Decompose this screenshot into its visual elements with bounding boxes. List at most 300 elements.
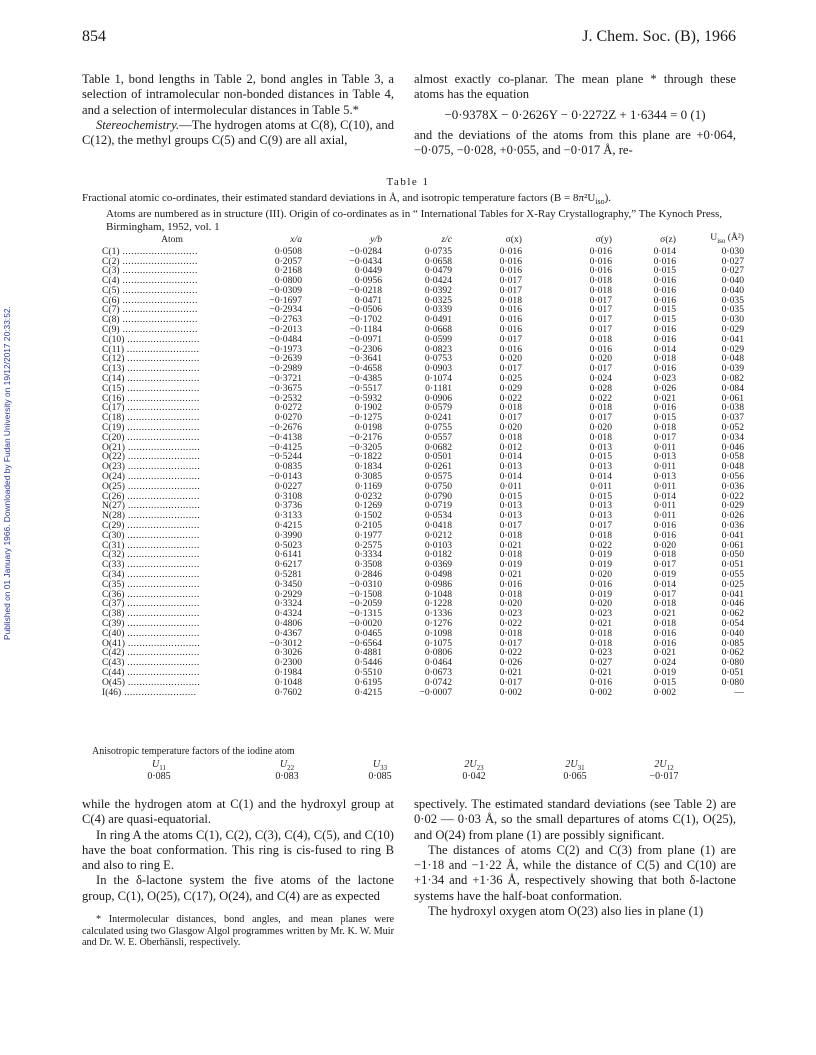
cell-sigma-y: 0·021 bbox=[589, 617, 612, 629]
leader-dots: ......................... bbox=[124, 520, 200, 532]
cell-uiso: 0·025 bbox=[721, 578, 744, 590]
cell-sigma-y: 0·017 bbox=[589, 363, 612, 375]
cell-sigma-z: 0·016 bbox=[653, 333, 676, 345]
cell-y: −0·1822 bbox=[349, 451, 382, 463]
cell-sigma-y: 0·013 bbox=[589, 510, 612, 522]
cell-sigma-y: 0·017 bbox=[589, 314, 612, 326]
cell-atom: O(21) ......................... bbox=[102, 441, 201, 453]
cell-sigma-x: 0·013 bbox=[499, 510, 522, 522]
cell-y: −0·0971 bbox=[349, 333, 382, 345]
cell-x: 0·1048 bbox=[274, 676, 302, 688]
cell-uiso: 0·040 bbox=[721, 627, 744, 639]
cell-y: 0·2105 bbox=[354, 520, 382, 532]
col-header-x: x/a bbox=[290, 233, 302, 245]
col-header-sigma-y: σ(y) bbox=[595, 233, 612, 245]
leader-dots: ......................... bbox=[124, 608, 200, 620]
cell-sigma-x: 0·021 bbox=[499, 666, 522, 678]
cell-sigma-y: 0·020 bbox=[589, 353, 612, 365]
leader-dots: ......................... bbox=[124, 627, 200, 639]
cell-uiso: 0·084 bbox=[721, 382, 744, 394]
cell-sigma-y: 0·017 bbox=[589, 294, 612, 306]
cell-x: 0·3450 bbox=[274, 578, 302, 590]
cell-atom: O(25) ......................... bbox=[102, 480, 201, 492]
cell-z: 0·0579 bbox=[424, 402, 452, 414]
cell-sigma-z: 0·015 bbox=[653, 265, 676, 277]
cell-sigma-x: 0·026 bbox=[499, 657, 522, 669]
cell-sigma-x: 0·014 bbox=[499, 471, 522, 483]
cell-x: 0·5023 bbox=[274, 539, 302, 551]
cell-uiso: 0·029 bbox=[721, 343, 744, 355]
cell-x: 0·0270 bbox=[274, 412, 302, 424]
cell-uiso: 0·034 bbox=[721, 431, 744, 443]
cell-sigma-y: 0·018 bbox=[589, 637, 612, 649]
cell-sigma-z: 0·011 bbox=[653, 461, 676, 473]
cell-x: −0·0143 bbox=[269, 471, 302, 483]
cell-sigma-y: 0·013 bbox=[589, 461, 612, 473]
leader-dots: ......................... bbox=[124, 422, 200, 434]
cell-x: −0·3012 bbox=[269, 637, 302, 649]
cell-z: 0·1228 bbox=[424, 598, 452, 610]
cell-y: −0·2176 bbox=[349, 431, 382, 443]
cell-x: −0·4125 bbox=[269, 441, 302, 453]
cell-sigma-z: 0·016 bbox=[653, 637, 676, 649]
cell-y: 0·0471 bbox=[354, 294, 382, 306]
cell-atom: C(16) ......................... bbox=[102, 392, 200, 404]
cell-sigma-y: 0·018 bbox=[589, 627, 612, 639]
cell-uiso: 0·038 bbox=[721, 402, 744, 414]
leader-dots: ......................... bbox=[124, 637, 201, 649]
cell-uiso: — bbox=[734, 686, 744, 698]
cell-sigma-y: 0·020 bbox=[589, 598, 612, 610]
leader-dots: ......................... bbox=[124, 539, 200, 551]
cell-sigma-x: 0·017 bbox=[499, 333, 522, 345]
cell-sigma-z: 0·016 bbox=[653, 529, 676, 541]
cell-y: 0·2575 bbox=[354, 539, 382, 551]
leader-dots: ......................... bbox=[124, 666, 200, 678]
cell-sigma-x: 0·016 bbox=[499, 324, 522, 336]
cell-sigma-x: 0·013 bbox=[499, 500, 522, 512]
cell-z: 0·0673 bbox=[424, 666, 452, 678]
cell-y: 0·1502 bbox=[354, 510, 382, 522]
cell-z: 0·0599 bbox=[424, 333, 452, 345]
cell-sigma-z: 0·015 bbox=[653, 314, 676, 326]
cell-z: 0·0682 bbox=[424, 441, 452, 453]
cell-z: 0·0557 bbox=[424, 431, 452, 443]
cell-y: −0·0020 bbox=[349, 617, 382, 629]
cell-z: 0·0668 bbox=[424, 324, 452, 336]
cell-sigma-y: 0·018 bbox=[589, 275, 612, 287]
cell-uiso: 0·041 bbox=[721, 529, 744, 541]
cell-uiso: 0·022 bbox=[721, 490, 744, 502]
cell-y: −0·1184 bbox=[349, 324, 382, 336]
cell-sigma-z: 0·011 bbox=[653, 441, 676, 453]
cell-z: 0·1098 bbox=[424, 627, 452, 639]
cell-sigma-x: 0·029 bbox=[499, 382, 522, 394]
aniso-header-cell: $2U_{12}$ bbox=[654, 759, 674, 772]
cell-x: −0·3721 bbox=[269, 373, 302, 385]
aniso-value-cell: 0·042 bbox=[462, 771, 486, 782]
leader-dots: .......................... bbox=[119, 284, 198, 296]
leader-dots: .......................... bbox=[119, 314, 198, 326]
cell-uiso: 0·029 bbox=[721, 500, 744, 512]
cell-atom: C(42) ......................... bbox=[102, 647, 200, 659]
cell-uiso: 0·055 bbox=[721, 569, 744, 580]
cell-sigma-z: 0·026 bbox=[653, 382, 676, 394]
cell-uiso: 0·061 bbox=[721, 392, 744, 404]
cell-uiso: 0·051 bbox=[721, 559, 744, 571]
leader-dots: ......................... bbox=[124, 343, 200, 355]
cell-uiso: 0·027 bbox=[721, 265, 744, 277]
cell-sigma-y: 0·016 bbox=[589, 265, 612, 277]
cell-sigma-y: 0·023 bbox=[589, 608, 612, 620]
cell-z: 0·1048 bbox=[424, 588, 452, 600]
cell-z: 0·0392 bbox=[424, 284, 452, 296]
cell-atom: C(37) ......................... bbox=[102, 598, 200, 610]
cell-z: 0·0755 bbox=[424, 422, 452, 434]
aniso-value-cell: 0·085 bbox=[368, 771, 392, 782]
cell-z: 0·0339 bbox=[424, 304, 452, 316]
cell-sigma-z: 0·013 bbox=[653, 451, 676, 463]
cell-uiso: 0·054 bbox=[721, 617, 744, 629]
cell-z: 0·0750 bbox=[424, 480, 452, 492]
cell-atom: C(3) .......................... bbox=[102, 265, 198, 277]
body-paragraph: In ring A the atoms C(1), C(2), C(3), C(4), C(5), and C(10) have the boat conformation. This ring is cis-fused to ring B and also to ring E. bbox=[82, 827, 394, 873]
cell-sigma-z: 0·011 bbox=[653, 480, 676, 492]
cell-uiso: 0·052 bbox=[721, 422, 744, 434]
cell-x: −0·2934 bbox=[269, 304, 302, 316]
cell-sigma-x: 0·016 bbox=[499, 245, 522, 257]
cell-sigma-z: 0·013 bbox=[653, 471, 676, 483]
cell-y: −0·0434 bbox=[349, 255, 382, 267]
leader-dots: .......................... bbox=[119, 275, 198, 287]
cell-sigma-z: 0·018 bbox=[653, 422, 676, 434]
caption-line: Fractional atomic co-ordinates, their estimated standard deviations in Å, and isotropic temperature factors $(B = 8\pi^2U_{iso})$. bbox=[82, 192, 612, 207]
cell-sigma-y: 0·018 bbox=[589, 402, 612, 414]
leader-dots: ......................... bbox=[124, 569, 200, 580]
leader-dots: .......................... bbox=[119, 265, 198, 277]
cell-x: 0·2929 bbox=[274, 588, 302, 600]
cell-y: −0·2059 bbox=[349, 598, 382, 610]
cell-atom: C(2) .......................... bbox=[102, 255, 198, 267]
aniso-header-cell: $U_{33}$ bbox=[372, 759, 388, 772]
cell-sigma-z: 0·016 bbox=[653, 324, 676, 336]
cell-z: 0·1276 bbox=[424, 617, 452, 629]
table-row bbox=[102, 296, 746, 306]
cell-uiso: 0·048 bbox=[721, 353, 744, 365]
cell-y: −0·1508 bbox=[349, 588, 382, 600]
cell-sigma-x: 0·025 bbox=[499, 373, 522, 385]
cell-z: 0·0735 bbox=[424, 245, 452, 257]
cell-x: 0·0508 bbox=[274, 245, 302, 257]
cell-sigma-z: 0·016 bbox=[653, 284, 676, 296]
cell-sigma-x: 0·017 bbox=[499, 275, 522, 287]
aniso-value-cell: 0·083 bbox=[275, 771, 299, 782]
cell-uiso: 0·040 bbox=[721, 284, 744, 296]
cell-y: 0·1169 bbox=[355, 480, 382, 492]
aniso-header-cell: $2U_{31}$ bbox=[565, 759, 585, 772]
table-row bbox=[102, 688, 746, 698]
cell-z: 0·0261 bbox=[424, 461, 452, 473]
cell-uiso: 0·036 bbox=[721, 480, 744, 492]
cell-z: 0·0903 bbox=[424, 363, 452, 375]
leader-dots: ......................... bbox=[124, 617, 200, 629]
leader-dots: ......................... bbox=[124, 657, 200, 669]
cell-sigma-x: 0·013 bbox=[499, 461, 522, 473]
cell-uiso: 0·037 bbox=[721, 412, 744, 424]
plane-equation: −0·9378X − 0·2626Y − 0·2272Z + 1·6344 = 0 (1) bbox=[444, 106, 706, 122]
aniso-value-cell: 0·085 bbox=[147, 771, 171, 782]
cell-x: 0·2168 bbox=[274, 265, 302, 277]
cell-z: 0·0424 bbox=[424, 275, 452, 287]
coordinates-table bbox=[102, 233, 746, 697]
cell-atom: O(41) ......................... bbox=[102, 637, 201, 649]
cell-atom: C(30) ......................... bbox=[102, 529, 200, 541]
cell-sigma-y: 0·022 bbox=[589, 392, 612, 404]
cell-z: 0·0534 bbox=[424, 510, 452, 522]
cell-uiso: 0·026 bbox=[721, 510, 744, 522]
cell-z: 0·0241 bbox=[424, 412, 452, 424]
leader-dots: ......................... bbox=[124, 363, 200, 375]
aniso-header-row bbox=[92, 759, 732, 771]
leader-dots: ......................... bbox=[124, 441, 201, 453]
cell-z: 0·0906 bbox=[424, 392, 452, 404]
cell-sigma-x: 0·023 bbox=[499, 608, 522, 620]
cell-sigma-x: 0·017 bbox=[499, 520, 522, 532]
cell-atom: C(5) .......................... bbox=[102, 284, 198, 296]
cell-z: −0·0007 bbox=[419, 686, 452, 698]
col-header-uiso: $U_{iso}$ (Å²) bbox=[710, 232, 744, 245]
cell-y: 0·0198 bbox=[354, 422, 382, 434]
cell-x: 0·2057 bbox=[274, 255, 302, 267]
leader-dots: ......................... bbox=[124, 392, 200, 404]
cell-uiso: 0·058 bbox=[721, 451, 744, 463]
table-row bbox=[102, 257, 746, 267]
leader-dots: ......................... bbox=[124, 461, 201, 473]
cell-x: 0·3133 bbox=[274, 510, 302, 522]
cell-x: −0·5244 bbox=[269, 451, 302, 463]
cell-sigma-x: 0·016 bbox=[499, 343, 522, 355]
cell-sigma-z: 0·016 bbox=[653, 627, 676, 639]
cell-sigma-y: 0·015 bbox=[589, 451, 612, 463]
cell-y: 0·0232 bbox=[354, 490, 382, 502]
cell-atom: C(44) ......................... bbox=[102, 666, 200, 678]
col-header-sigma-z: σ(z) bbox=[660, 233, 676, 245]
cell-sigma-z: 0·021 bbox=[653, 392, 676, 404]
cell-uiso: 0·041 bbox=[721, 333, 744, 345]
cell-x: 0·7602 bbox=[274, 686, 302, 698]
cell-y: 0·6195 bbox=[354, 676, 382, 688]
cell-sigma-z: 0·011 bbox=[653, 500, 676, 512]
cell-uiso: 0·080 bbox=[721, 657, 744, 669]
cell-sigma-z: 0·016 bbox=[653, 363, 676, 375]
cell-y: −0·4658 bbox=[349, 363, 382, 375]
leader-dots: ......................... bbox=[124, 451, 201, 463]
cell-sigma-y: 0·014 bbox=[589, 471, 612, 483]
cell-x: −0·2013 bbox=[269, 324, 302, 336]
cell-uiso: 0·085 bbox=[721, 637, 744, 649]
table-row bbox=[102, 276, 746, 286]
leader-dots: ......................... bbox=[124, 471, 201, 483]
cell-sigma-x: 0·020 bbox=[499, 422, 522, 434]
cell-sigma-y: 0·016 bbox=[589, 578, 612, 590]
cell-atom: C(17) ......................... bbox=[102, 402, 200, 414]
cell-sigma-y: 0·016 bbox=[589, 255, 612, 267]
cell-z: 0·0719 bbox=[424, 500, 452, 512]
cell-x: −0·3675 bbox=[269, 382, 302, 394]
cell-sigma-y: 0·028 bbox=[589, 382, 612, 394]
cell-y: 0·0449 bbox=[354, 265, 382, 277]
cell-x: −0·0484 bbox=[269, 333, 302, 345]
cell-sigma-z: 0·020 bbox=[653, 539, 676, 551]
cell-atom: C(14) ......................... bbox=[102, 373, 200, 385]
cell-y: −0·4385 bbox=[349, 373, 382, 385]
cell-sigma-y: 0·020 bbox=[589, 422, 612, 434]
cell-x: 0·3990 bbox=[274, 529, 302, 541]
cell-x: 0·3736 bbox=[274, 500, 302, 512]
leader-dots: ......................... bbox=[124, 431, 200, 443]
table-row bbox=[102, 305, 746, 315]
leader-dots: ......................... bbox=[124, 676, 201, 688]
cell-atom: C(38) ......................... bbox=[102, 608, 200, 620]
cell-uiso: 0·039 bbox=[721, 363, 744, 375]
cell-uiso: 0·062 bbox=[721, 608, 744, 620]
cell-sigma-z: 0·017 bbox=[653, 431, 676, 443]
top-right-column bbox=[414, 72, 736, 158]
cell-uiso: 0·082 bbox=[721, 373, 744, 385]
cell-atom: C(39) ......................... bbox=[102, 617, 200, 629]
cell-x: −0·4138 bbox=[269, 431, 302, 443]
cell-z: 0·0418 bbox=[424, 520, 452, 532]
cell-x: 0·6217 bbox=[274, 559, 302, 571]
cell-atom: C(20) ......................... bbox=[102, 431, 200, 443]
cell-sigma-z: 0·016 bbox=[653, 294, 676, 306]
cell-y: −0·0310 bbox=[349, 578, 382, 590]
cell-sigma-x: 0·017 bbox=[499, 284, 522, 296]
cell-uiso: 0·080 bbox=[721, 676, 744, 688]
cell-sigma-x: 0·017 bbox=[499, 363, 522, 375]
cell-x: 0·4367 bbox=[274, 627, 302, 639]
aniso-header-cell: $U_{22}$ bbox=[279, 759, 295, 772]
cell-y: 0·3334 bbox=[354, 549, 382, 561]
cell-sigma-y: 0·027 bbox=[589, 657, 612, 669]
cell-z: 0·0986 bbox=[424, 578, 452, 590]
cell-sigma-x: 0·016 bbox=[499, 304, 522, 316]
leader-dots: ......................... bbox=[124, 490, 200, 502]
leader-dots: ......................... bbox=[124, 333, 200, 345]
cell-x: 0·0272 bbox=[274, 402, 302, 414]
cell-x: 0·3026 bbox=[274, 647, 302, 659]
cell-uiso: 0·035 bbox=[721, 304, 744, 316]
cell-sigma-z: 0·011 bbox=[653, 510, 676, 522]
cell-sigma-x: 0·022 bbox=[499, 617, 522, 629]
cell-sigma-x: 0·018 bbox=[499, 549, 522, 561]
cell-y: 0·3085 bbox=[354, 471, 382, 483]
cell-atom: C(40) ......................... bbox=[102, 627, 200, 639]
cell-sigma-z: 0·015 bbox=[653, 304, 676, 316]
cell-atom: C(34) ......................... bbox=[102, 569, 200, 580]
cell-z: 0·0479 bbox=[424, 265, 452, 277]
cell-y: 0·1269 bbox=[354, 500, 382, 512]
cell-sigma-y: 0·018 bbox=[589, 529, 612, 541]
cell-y: 0·0956 bbox=[354, 275, 382, 287]
cell-sigma-x: 0·016 bbox=[499, 314, 522, 326]
cell-sigma-y: 0·013 bbox=[589, 441, 612, 453]
cell-uiso: 0·046 bbox=[721, 598, 744, 610]
cell-sigma-z: 0·015 bbox=[653, 676, 676, 688]
cell-sigma-x: 0·014 bbox=[499, 451, 522, 463]
leader-dots: ......................... bbox=[124, 549, 200, 561]
cell-atom: C(11) ......................... bbox=[102, 343, 200, 355]
cell-x: −0·1697 bbox=[269, 294, 302, 306]
cell-atom: C(18) ......................... bbox=[102, 412, 200, 424]
bottom-left-column bbox=[82, 797, 394, 949]
cell-y: 0·1902 bbox=[354, 402, 382, 414]
cell-sigma-x: 0·012 bbox=[499, 441, 522, 453]
cell-z: 0·0742 bbox=[424, 676, 452, 688]
cell-atom: C(19) ......................... bbox=[102, 422, 200, 434]
cell-sigma-x: 0·019 bbox=[499, 559, 522, 571]
cell-sigma-y: 0·016 bbox=[589, 245, 612, 257]
bottom-right-column bbox=[414, 797, 736, 919]
leader-dots: .......................... bbox=[119, 294, 198, 306]
cell-z: 0·0790 bbox=[424, 490, 452, 502]
cell-y: −0·0218 bbox=[349, 284, 382, 296]
cell-uiso: 0·056 bbox=[721, 471, 744, 483]
cell-atom: C(29) ......................... bbox=[102, 520, 200, 532]
cell-z: 0·1075 bbox=[424, 637, 452, 649]
leader-dots: ......................... bbox=[124, 578, 200, 590]
cell-uiso: 0·027 bbox=[721, 255, 744, 267]
cell-sigma-x: 0·022 bbox=[499, 647, 522, 659]
cell-z: 0·0369 bbox=[424, 559, 452, 571]
cell-sigma-x: 0·011 bbox=[499, 480, 522, 492]
cell-uiso: 0·062 bbox=[721, 647, 744, 659]
cell-z: 0·0501 bbox=[424, 451, 452, 463]
cell-sigma-z: 0·015 bbox=[653, 412, 676, 424]
cell-z: 0·0491 bbox=[424, 314, 452, 326]
cell-sigma-x: 0·016 bbox=[499, 578, 522, 590]
cell-atom: C(9) .......................... bbox=[102, 324, 198, 336]
cell-atom: C(7) .......................... bbox=[102, 304, 198, 316]
cell-sigma-x: 0·018 bbox=[499, 588, 522, 600]
cell-sigma-z: 0·018 bbox=[653, 353, 676, 365]
publication-sidebar-note: Published on 01 January 1966. Downloaded by Fudan University on 19/12/2017 20:33:52. bbox=[2, 306, 12, 640]
body-paragraph: almost exactly co-planar. The mean plane * through these atoms has the equation bbox=[414, 72, 736, 102]
cell-z: 0·0823 bbox=[424, 343, 452, 355]
leader-dots: .......................... bbox=[119, 255, 198, 267]
cell-x: 0·1984 bbox=[274, 666, 302, 678]
cell-sigma-z: 0·018 bbox=[653, 617, 676, 629]
cell-sigma-y: 0·017 bbox=[589, 324, 612, 336]
cell-sigma-y: 0·024 bbox=[589, 373, 612, 385]
cell-sigma-y: 0·015 bbox=[589, 490, 612, 502]
cell-y: −0·6564 bbox=[349, 637, 382, 649]
leader-dots: ......................... bbox=[124, 647, 200, 659]
cell-y: −0·5932 bbox=[349, 392, 382, 404]
table-caption bbox=[82, 192, 742, 234]
body-paragraph: In the δ-lactone system the five atoms of the lactone group, C(1), O(25), C(17), O(24), and C(4) are as expected bbox=[82, 873, 394, 903]
cell-atom: C(4) .......................... bbox=[102, 275, 198, 287]
cell-x: 0·0835 bbox=[274, 461, 302, 473]
cell-x: 0·0800 bbox=[274, 275, 302, 287]
cell-sigma-z: 0·014 bbox=[653, 343, 676, 355]
cell-sigma-y: 0·022 bbox=[589, 539, 612, 551]
cell-sigma-x: 0·020 bbox=[499, 353, 522, 365]
journal-header: J. Chem. Soc. (B), 1966 bbox=[582, 28, 736, 45]
cell-sigma-y: 0·018 bbox=[589, 431, 612, 443]
cell-y: 0·2846 bbox=[354, 569, 382, 580]
cell-x: −0·2639 bbox=[269, 353, 302, 365]
